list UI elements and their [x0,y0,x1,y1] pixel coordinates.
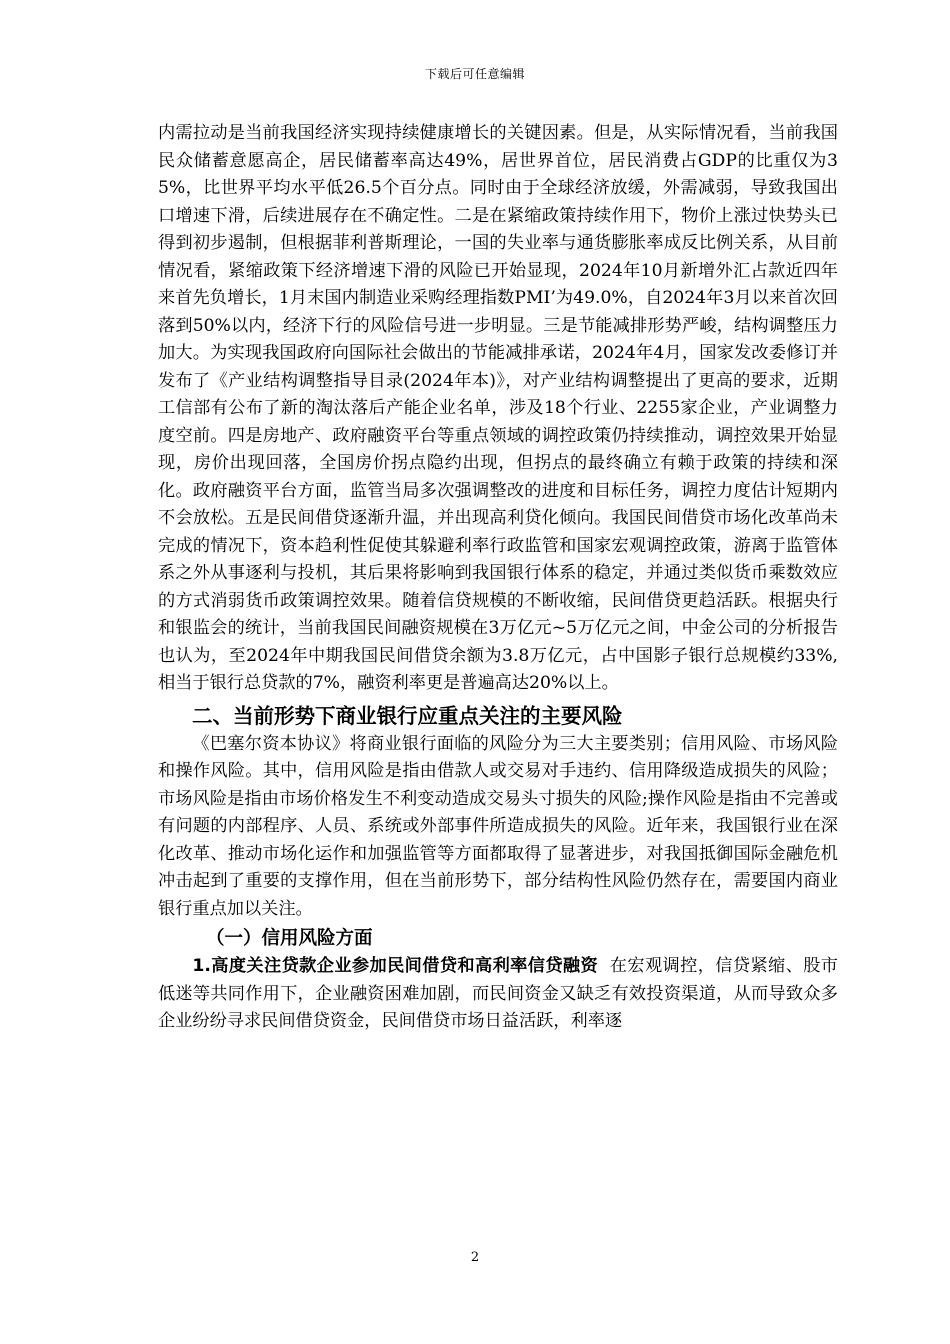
page-number: 2 [470,1250,480,1265]
paragraph-lead-body: 在宏观调控，信贷紧缩、股市低迷等共同作用下，企业融资困难加剧，而民间资金又缺乏有效投资渠道，从而导致众多企业纷纷寻求民间借贷资金，民间借贷市场日益活跃，利率逐 [158,956,838,1031]
paragraph-lead-title: 1.高度关注贷款企业参加民间借贷和高利率信贷融资 [192,956,599,976]
section-heading-main-risks: 二、当前形势下商业银行应重点关注的主要风险 [192,703,623,728]
subsection-heading-credit-risk: （一）信用风险方面 [206,928,373,949]
document-body [158,120,838,1036]
page-header: 下载后可任意编辑 [424,67,525,81]
paragraph-economy-risks: 内需拉动是当前我国经济实现持续健康增长的关键因素。但是，从实际情况看，当前我国民众储蓄意愿高企，居民储蓄率高达49%，居世界首位，居民消费占GDP的比重仅为35%，比世界平均水平低26.5个百分点。同时由于全球经济放缓，外需减弱，导致我国出口增速下滑，后续进展存在不确定性。二是在紧缩政策持续作用下，物价上涨过快势头已得到初步遏制，但根据菲利普斯理论，一国的失业率与通货膨胀率成反比例关系，从目前情况看，紧缩政策下经济增速下滑的风险已开始显现，2024年10月新增外汇占款近四年来首先负增长，1月末国内制造业采购经理指数PMI’为49.0%，自2024年3月以来首次回落到50%以内，经济下行的风险信号进一步明显。三是节能减排形势严峻，结构调整压力加大。为实现我国政府向国际社会做出的节能减排承诺，2024年4月，国家发改委修订并发布了《产业结构调整指导目录(2024年本)》，对产业结构调整提出了更高的要求，近期工信部有公布了新的淘汰落后产能企业名单，涉及18个行业、2255家企业，产业调整力度空前。四是房地产、政府融资平台等重点领域的调控政策仍持续推动，调控效果开始显现，房价出现回落，全国房价拐点隐约出现，但拐点的最终确立有赖于政策的持续和深化。政府融资平台方面，监管当局多次强调整改的进度和目标任务，调控力度估计短期内不会放松。五是民间借贷逐渐升温，并出现高利贷化倾向。我国民间借贷市场化改革尚未完成的情况下，资本趋利性促使其躲避利率行政监管和国家宏观调控政策，游离于监管体系之外从事逐利与投机，其后果将影响到我国银行体系的稳定，并通过类似货币乘数效应的方式消弱货币政策调控效果。随着信贷规模的不断收缩，民间借贷更趋活跃。根据央行和银监会的统计，当前我国民间融资规模在3万亿元~5万亿元之间，中金公司的分析报告也认为，至2024年中期我国民间借贷余额为3.8万亿元，占中国影子银行总规模约33%,相当于银行总贷款的7%，融资利率更是普遍高达20%以上。 [158,123,838,693]
paragraph-basel-risk-categories: 《巴塞尔资本协议》将商业银行面临的风险分为三大主要类别；信用风险、市场风险和操作风险。其中，信用风险是指由借款人或交易对手违约、信用降级造成损失的风险；市场风险是指由市场价格发生不利变动造成交易头寸损失的风险;操作风险是指由不完善或有问题的内部程序、人员、系统或外部事件所造成损失的风险。近年来，我国银行业在深化改革、推动市场化运作和加强监管等方面都取得了显著进步，对我国抵御国际金融危机冲击起到了重要的支撑作用，但在当前形势下，部分结构性风险仍然存在，需要国内商业银行重点加以关注。 [158,733,838,919]
paragraph-private-lending [158,953,838,1036]
